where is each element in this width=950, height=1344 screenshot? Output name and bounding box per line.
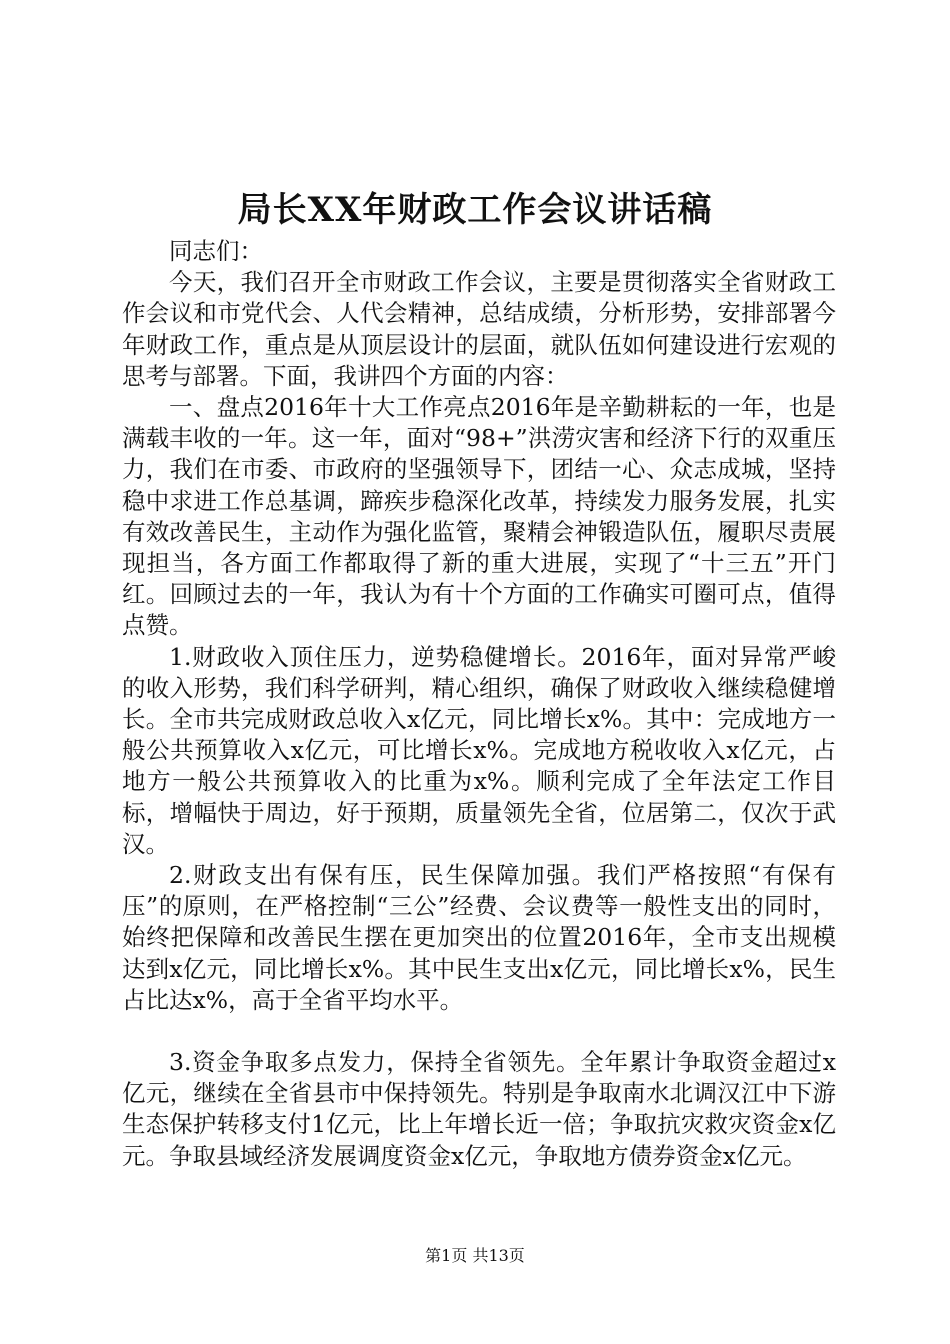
paragraph-item-3: 3.资金争取多点发力，保持全省领先。全年累计争取资金超过x亿元，继续在全省县市中保持领先。特别是争取南水北调汉江中下游生态保护转移支付1亿元，比上年增长近一倍；争取抗灾救灾资金x亿元。争取县域经济发展调度资金x亿元，争取地方债券资金x亿元。 [122, 1048, 836, 1170]
paragraph-section-one: 一、盘点2016年十大工作亮点2016年是辛勤耕耘的一年，也是满载丰收的一年。这一年，面对“98+”洪涝灾害和经济下行的双重压力，我们在市委、市政府的坚强领导下，团结一心、众志成城，坚持稳中求进工作总基调，蹄疾步稳深化改革，持续发力服务发展，扎实有效改善民生，主动作为强化监管，聚精会神锻造队伍，履职尽责展现担当，各方面工作都取得了新的重大进展，实现了“十三五”开门红。回顾过去的一年，我认为有十个方面的工作确实可圈可点，值得点赞。 [122, 393, 836, 640]
paragraph-item-2: 2.财政支出有保有压，民生保障加强。我们严格按照“有保有压”的原则，在严格控制“三公”经费、会议费等一般性支出的同时，始终把保障和改善民生摆在更加突出的位置2016年，全市支出规模达到x亿元，同比增长x%。其中民生支出x亿元，同比增长x%，民生占比达x%，高于全省平均水平。 [122, 861, 836, 1014]
greeting: 同志们： [169, 237, 263, 265]
document-body [122, 236, 836, 1172]
paragraph-item-1: 1.财政收入顶住压力，逆势稳健增长。2016年，面对异常严峻的收入形势，我们科学研判，精心组织，确保了财政收入继续稳健增长。全市共完成财政总收入x亿元，同比增长x%。其中：完成地方一般公共预算收入x亿元，可比增长x%。完成地方税收收入x亿元，占地方一般公共预算收入的比重为x%。顺利完成了全年法定工作目标，增幅快于周边，好于预期，质量领先全省，位居第二，仅次于武汉。 [122, 642, 836, 858]
paragraph-intro: 今天，我们召开全市财政工作会议，主要是贯彻落实全省财政工作会议和市党代会、人代会精神，总结成绩，分析形势，安排部署今年财政工作，重点是从顶层设计的层面，就队伍如何建设进行宏观的思考与部署。下面，我讲四个方面的内容： [122, 268, 836, 390]
page-number-footer: 第1页 共13页 [425, 1246, 525, 1265]
document-title: 局长XX年财政工作会议讲话稿 [237, 190, 713, 230]
